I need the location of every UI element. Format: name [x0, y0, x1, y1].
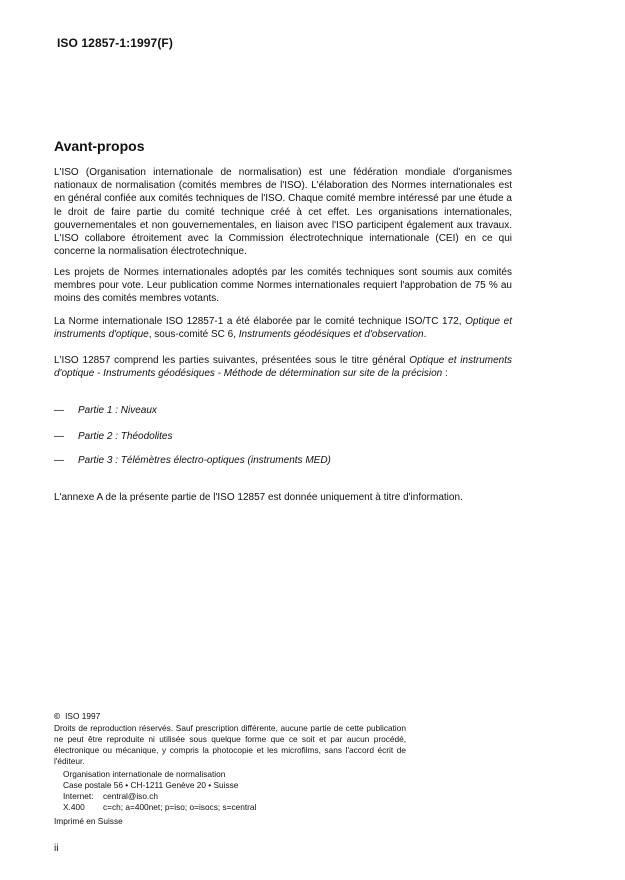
- x400-row: [63, 802, 406, 813]
- page-number: ii: [54, 843, 59, 854]
- section-title: Avant-propos: [54, 138, 145, 154]
- p3-text-start: La Norme internationale ISO 12857-1 a été élaborée par le comité technique ISO/TC 172,: [54, 316, 466, 327]
- foreword-paragraph-1: L'ISO (Organisation internationale de normalisation) est une fédération mondiale d'organismes nationaux de normalisation (comités membres de l'ISO). L'élaboration des Normes internationales est en général confiée aux comités techniques de l'ISO. Chaque comité membre intéressé par une étude a le droit de faire partie du comité technique créé à cet effet. Les organisations internationales, gouvernementales et non gouvernementales, en liaison avec l'ISO participent également aux travaux. L'ISO collabore étroitement avec la Commission électrotechnique internationale (CEI) en ce qui concerne la normalisation électrotechnique.: [54, 167, 512, 258]
- copyright-symbol: ©: [54, 711, 61, 721]
- copyright-year: ISO 1997: [65, 711, 101, 721]
- foreword-paragraph-5: L'annexe A de la présente partie de l'ISO 12857 est donnée uniquement à titre d'information.: [54, 492, 463, 503]
- internet-value: central@iso.ch: [103, 791, 158, 801]
- list-item: [54, 454, 331, 467]
- postal-address: Case postale 56 • CH-1211 Genève 20 • Suisse: [63, 780, 239, 790]
- x400-label: X.400: [63, 802, 85, 812]
- copyright-block: [54, 711, 406, 827]
- copyright-notice: Droits de reproduction réservés. Sauf prescription différente, aucune partie de cette publication ne peut être reproduite ni utilisée sous quelque forme que ce soit et par aucun procédé, électronique ou mécanique, y compris la photocopie et les microfilms, sans l'accord écrit de l'éditeur.: [54, 723, 406, 766]
- p4-text-start: L'ISO 12857 comprend les parties suivantes, présentées sous le titre général: [54, 355, 410, 366]
- internet-label: Internet:: [63, 791, 94, 801]
- p3-subcommittee-title: Instruments géodésiques et d'observation: [238, 329, 424, 341]
- list-dash: —: [54, 405, 64, 416]
- x400-value: c=ch; a=400net; p=iso; o=isocs; s=central: [103, 802, 257, 812]
- foreword-paragraph-2: Les projets de Normes internationales adoptés par les comités techniques sont soumis aux comités membres pour vote. Leur publication comme Normes internationales requiert l'approbation de 75 % au moins des comités membres votants.: [54, 267, 512, 305]
- p4-text-end: :: [442, 368, 448, 380]
- foreword-paragraph-3: [54, 315, 512, 341]
- copyright-line: [54, 711, 406, 722]
- list-dash: —: [54, 455, 64, 466]
- internet-row: [63, 791, 406, 802]
- printed-in: Imprimé en Suisse: [54, 816, 123, 826]
- list-item: [54, 430, 173, 443]
- list-item-label: Partie 3 : Télémètres électro-optiques (instruments MED): [78, 455, 331, 466]
- p3-text-mid: , sous-comité SC 6,: [148, 329, 239, 341]
- list-item-label: Partie 2 : Théodolites: [78, 431, 173, 442]
- organisation-name: Organisation internationale de normalisation: [63, 769, 226, 779]
- document-header: ISO 12857-1:1997(F): [57, 36, 173, 50]
- foreword-paragraph-4: [54, 354, 512, 380]
- list-item: [54, 404, 157, 417]
- p3-committee-title: Optique et instruments d'optique: [54, 316, 512, 341]
- organisation-address: [63, 769, 406, 813]
- p3-text-end: .: [423, 329, 427, 341]
- list-dash: —: [54, 431, 64, 442]
- p4-general-title: Optique et instruments d'optique - Instruments géodésiques - Méthode de détermination sur site de la précision: [54, 355, 512, 380]
- list-item-label: Partie 1 : Niveaux: [78, 405, 157, 416]
